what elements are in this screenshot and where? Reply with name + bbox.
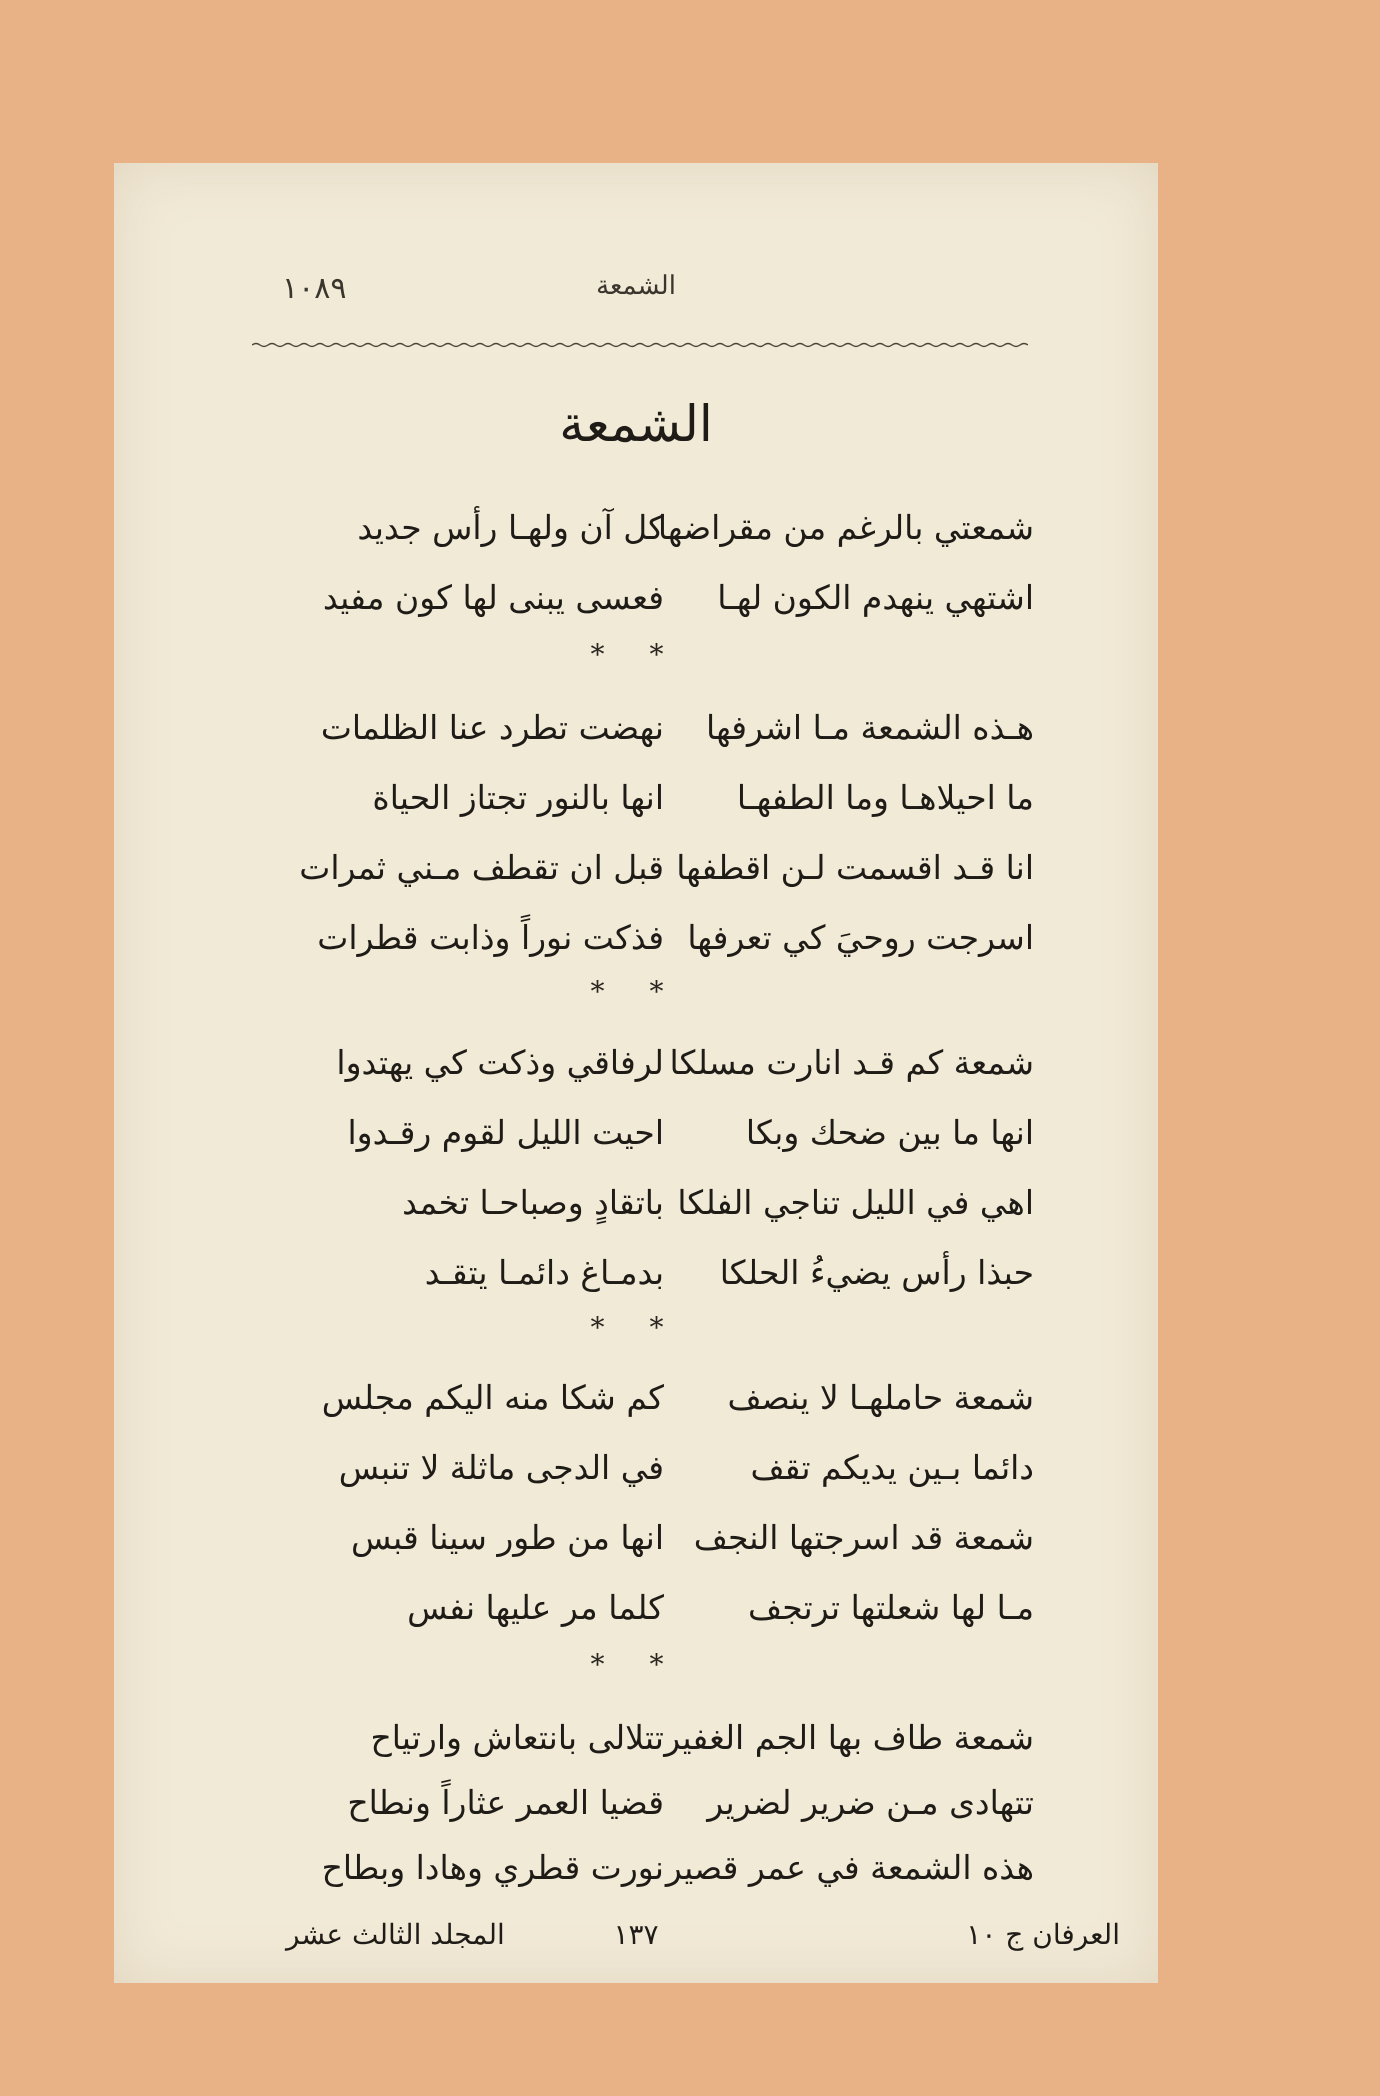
- first-hemistich: اشتهي ينهدم الكون لهـا: [717, 578, 1034, 617]
- second-hemistich: احيت الليل لقوم رقـدوا: [347, 1113, 664, 1152]
- page-number-footer: ١٣٧: [613, 1918, 659, 1951]
- second-hemistich: كم شكا منه اليكم مجلس: [321, 1378, 664, 1417]
- verse: [284, 508, 1204, 564]
- stanza-separator: * *: [590, 638, 682, 671]
- stanza-separator: * *: [590, 1311, 682, 1344]
- first-hemistich: شمعة قد اسرجتها النجف: [693, 1518, 1034, 1557]
- verse: [284, 1783, 1204, 1839]
- first-hemistich: انها ما بين ضحك وبكا: [745, 1113, 1034, 1152]
- first-hemistich: شمعة حاملهـا لا ينصف: [727, 1378, 1034, 1417]
- wavy-rule: [252, 341, 1028, 349]
- second-hemistich: انها بالنور تجتاز الحياة: [372, 778, 664, 817]
- second-hemistich: انها من طور سينا قبس: [350, 1518, 664, 1557]
- first-hemistich: ما احيلاهـا وما الطفهـا: [736, 778, 1034, 817]
- first-hemistich: تتهادى مـن ضرير لضرير: [707, 1783, 1034, 1822]
- second-hemistich: باتقادٍ وصباحـا تخمد: [402, 1183, 664, 1222]
- second-hemistich: لرفاقي وذكت كي يهتدوا: [336, 1043, 664, 1082]
- second-hemistich: بدمـاغ دائمـا يتقـد: [424, 1253, 664, 1292]
- volume-label: المجلد الثالث عشر: [286, 1918, 505, 1951]
- verse: [284, 918, 1204, 974]
- verse: [284, 1183, 1204, 1239]
- verse: [284, 1718, 1204, 1774]
- second-hemistich: كل آن ولهـا رأس جديد: [357, 508, 664, 547]
- journal-page: [114, 163, 1158, 1983]
- first-hemistich: انا قـد اقسمت لـن اقطفها: [676, 848, 1034, 887]
- page-number: ١٠٨٩: [282, 271, 347, 306]
- verse: [284, 1253, 1204, 1309]
- verse: [284, 708, 1204, 764]
- page-footer: [114, 1918, 1158, 1962]
- first-hemistich: هذه الشمعة في عمر قصير: [665, 1848, 1034, 1887]
- second-hemistich: نهضت تطرد عنا الظلمات: [320, 708, 664, 747]
- verse: [284, 1113, 1204, 1169]
- first-hemistich: شمعتي بالرغم من مقراضها: [657, 508, 1034, 547]
- second-hemistich: فذكت نوراً وذابت قطرات: [317, 918, 664, 957]
- verse: [284, 848, 1204, 904]
- verse: [284, 1043, 1204, 1099]
- verse: [284, 1378, 1204, 1434]
- verse: [284, 778, 1204, 834]
- second-hemistich: كلما مر عليها نفس: [407, 1588, 664, 1627]
- second-hemistich: قضيا العمر عثاراً ونطاح: [347, 1783, 664, 1822]
- second-hemistich: تتلالى بانتعاش وارتياح: [370, 1718, 664, 1757]
- second-hemistich: قبل ان تقطف مـني ثمرات: [299, 848, 664, 887]
- verse: [284, 1518, 1204, 1574]
- second-hemistich: في الدجى ماثلة لا تنبس: [338, 1448, 664, 1487]
- journal-issue: العرفان ج ١٠: [966, 1918, 1120, 1951]
- verse: [284, 578, 1204, 634]
- poem-title: الشمعة: [559, 395, 713, 453]
- first-hemistich: شمعة طاف بها الجم الغفير: [664, 1718, 1034, 1757]
- first-hemistich: دائما بـين يديكم تقف: [750, 1448, 1034, 1487]
- first-hemistich: شمعة كم قـد انارت مسلكا: [669, 1043, 1034, 1082]
- first-hemistich: حبذا رأس يضيءُ الحلكا: [719, 1253, 1034, 1292]
- stanza-separator: * *: [590, 975, 682, 1008]
- first-hemistich: اهي في الليل تناجي الفلكا: [677, 1183, 1034, 1222]
- first-hemistich: هـذه الشمعة مـا اشرفها: [706, 708, 1034, 747]
- running-head: [114, 271, 1158, 321]
- verse: [284, 1588, 1204, 1644]
- verse: [284, 1848, 1204, 1904]
- verse: [284, 1448, 1204, 1504]
- second-hemistich: نورت قطري وهادا وبطاح: [321, 1848, 664, 1887]
- first-hemistich: مـا لها شعلتها ترتجف: [748, 1588, 1034, 1627]
- second-hemistich: فعسى يبنى لها كون مفيد: [322, 578, 664, 617]
- running-title: الشمعة: [596, 271, 676, 301]
- stanza-separator: * *: [590, 1648, 682, 1681]
- first-hemistich: اسرجت روحيَ كي تعرفها: [687, 918, 1034, 957]
